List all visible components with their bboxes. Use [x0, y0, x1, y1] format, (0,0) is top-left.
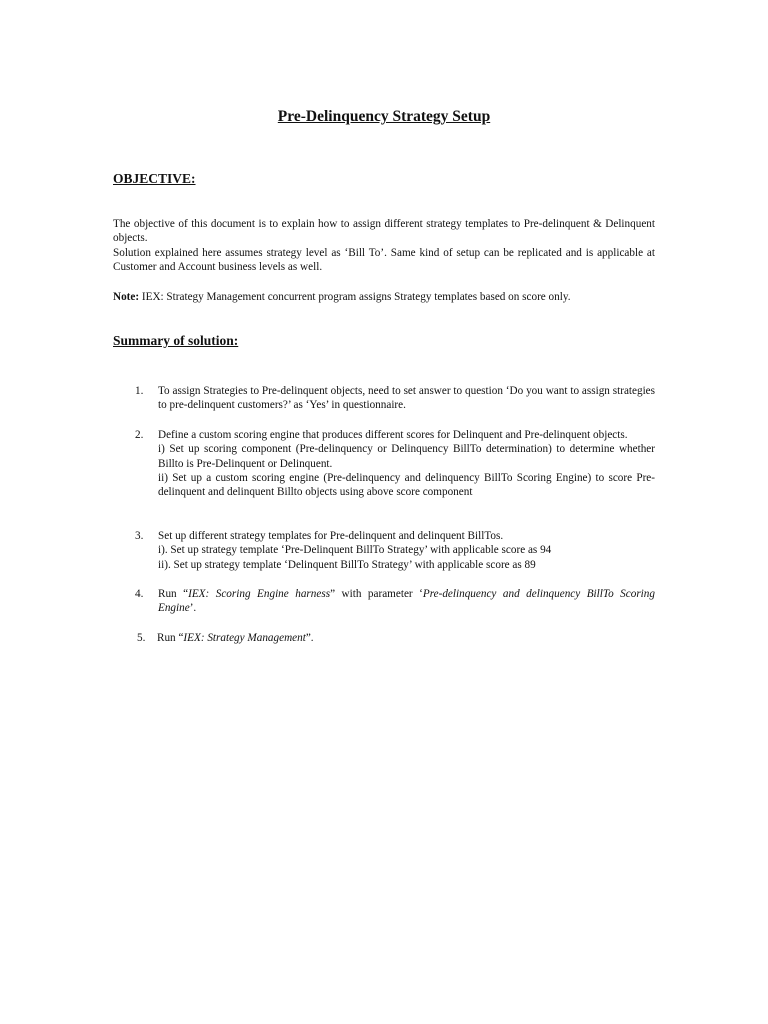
list-item-subtext: ii) Set up a custom scoring engine (Pre-delinquency and delinquency BillTo Scoring Engine) to score Pre-delinquent and delinquent Billto objects using above score component: [158, 471, 655, 499]
list-item: [113, 384, 655, 413]
list-item-text: Run “IEX: Scoring Engine harness” with parameter ‘Pre-delinquency and delinquency BillTo Scoring Engine’.: [158, 588, 655, 615]
note-text: IEX: Strategy Management concurrent program assigns Strategy templates based on score only.: [139, 291, 571, 303]
note-paragraph: [113, 290, 655, 304]
list-item-number: 5.: [137, 632, 146, 644]
objective-line-1: The objective of this document is to explain how to assign different strategy templates to Pre-delinquent & Delinquent objects.: [113, 218, 655, 245]
list-item-subtext: ii). Set up strategy template ‘Delinquent BillTo Strategy’ with applicable score as 89: [158, 558, 536, 571]
objective-heading: OBJECTIVE:: [113, 171, 196, 186]
list-item-subtext: i) Set up scoring component (Pre-delinquency or Delinquency BillTo determination) to determine whether Billto is Pre-Delinquent or Delinquent.: [158, 443, 655, 470]
list-item: [113, 587, 655, 616]
list-item: [113, 428, 655, 499]
list-item: [113, 529, 655, 572]
list-item-text: Set up different strategy templates for Pre-delinquent and delinquent BillTos.: [158, 530, 504, 542]
list-item-text: Run “IEX: Strategy Management”.: [157, 632, 314, 644]
summary-heading: Summary of solution:: [113, 333, 239, 348]
document-title: Pre-Delinquency Strategy Setup: [277, 108, 491, 125]
objective-paragraph: [113, 217, 655, 274]
list-item-number: 1.: [135, 385, 144, 397]
list-item: [113, 631, 655, 645]
list-item-subtext: i). Set up strategy template ‘Pre-Delinquent BillTo Strategy’ with applicable score as 94: [158, 544, 552, 557]
objective-line-2: Solution explained here assumes strategy level as ‘Bill To’. Same kind of setup can be replicated and is applicable at Customer and Account business levels as well.: [113, 246, 655, 273]
list-item-text: To assign Strategies to Pre-delinquent objects, need to set answer to question ‘Do you want to assign strategies to pre-delinquent customers?’ as ‘Yes’ in questionnaire.: [158, 385, 655, 412]
note-label: Note:: [113, 291, 140, 303]
list-item-text: Define a custom scoring engine that produces different scores for Delinquent and Pre-delinquent objects.: [158, 429, 628, 441]
list-item-number: 4.: [135, 588, 144, 600]
list-item-number: 3.: [135, 530, 144, 542]
list-item-number: 2.: [135, 429, 144, 441]
